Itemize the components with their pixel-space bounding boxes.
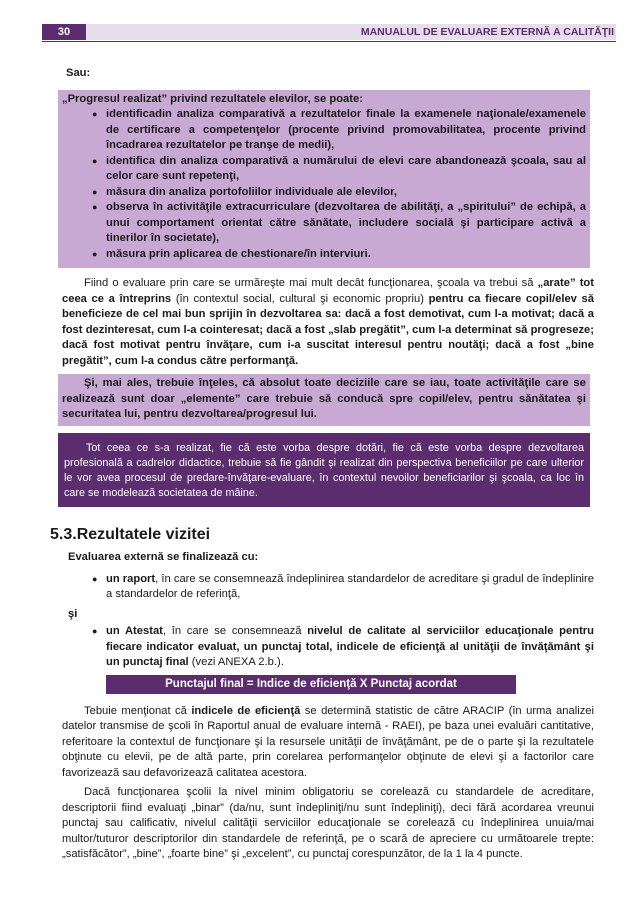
list-item: ● observa în activităţile extracurriculare (dezvoltarea de abilităţi, a „spiritului” de echipă, a unui comportament orientat către sănătate, includere socială şi participare activă a tinerilor în societate),: [92, 200, 586, 247]
page-number: 30: [42, 24, 86, 40]
results-list-2: [62, 624, 594, 671]
list-item: ● măsura prin aplicarea de chestionare/în interviuri.: [92, 247, 586, 263]
list-item: ● identifica din analiza comparativă a numărului de elevi care abandonează şcoala, sau al celor care sunt repetenţi,: [92, 154, 586, 185]
results-list-1: [62, 572, 594, 603]
section-heading: 5.3.Rezultatele vizitei: [50, 525, 211, 543]
list-item: ● un Atestat, în care se consemnează nivelul de calitate al serviciilor educaţionale pentru fiecare indicator evaluat, un punctaj total, indicele de eficienţă al unităţii de învăţământ şi un punctaj final (vezi ANEXA 2.b.).: [92, 624, 594, 671]
intro-lead: Sau:: [66, 67, 91, 79]
section-lead: Evaluarea externă se finalizează cu:: [68, 551, 259, 563]
paragraph-evaluation: Fiind o evaluare prin care se urmăreşte mai mult decât funcţionarea, şcoala va trebui să „arate” tot ceea ce a întreprins (în contextul social, cultural şi economic propriu) pentru ca fiecare copil/elev să beneficieze de cel mai bun sprijin în dezvoltarea sa: dacă a fost demotivat, cum l-a motivat; dacă a fost dezinteresat, cum l-a cointeresat; dacă a fost „slab pregătit”, cum l-a determinat să progreseze; dacă fost motivat pentru învăţare, cum i-a suscitat interesul pentru noutăţi; dacă a fost „bine pregătit”, cum l-a condus către performanţă.: [62, 277, 595, 367]
dark-note-box: Tot ceea ce s-a realizat, fie că este vorba despre dotări, fie că este vorba despre dezvoltarea profesională a cadrelor didactice, trebuie să fie gândit şi realizat din perspectiva beneficiilor pe care ulterior le vor avea procesul de predare-învăţare-evaluare, în contextul nevoilor beneficiarilor şi şcoala, ca loc în care se modelează societatea de mâine.: [58, 433, 590, 507]
final-score-formula: Punctajul final = Indice de eficienţă X Punctaj acordat: [106, 675, 516, 694]
list-item: ● măsura din analiza portofoliilor individuale ale elevilor,: [92, 185, 586, 201]
list-item: ● identificadin analiza comparativă a rezultatelor finale la examenele naţionale/examenele de certificare a competenţelor (procente privind promovabilitatea, procente privind încadrarea rezultatelor pe tranşe de medii),: [92, 107, 586, 154]
progress-box-title: „Progresul realizat” privind rezultatele elevilor, se poate:: [62, 92, 363, 105]
header-rule: [42, 41, 616, 42]
paragraph-quality-levels: Dacă funcţionarea şcolii la nivel minim obligatoriu se corelează cu standardele de acreditare, descriptorii fiind evaluaţi „binar” (da/nu, sunt îndepliniţi/nu sunt îndepliniţi), deci fără acordarea vreunui punctaj sau calificativ, nivelul calităţii serviciilor educaţionale se corelează cu îndeplinirea unuia/mai multor/tuturor descriptorilor din standardele de referinţă, pe o scară de apreciere cu următoarele trepte: „satisfăcător”, „bine”, „foarte bine” şi „excelent”, cu punctaj corespunzător, de la 1 la 4 puncte.: [62, 786, 594, 860]
page-content: [50, 66, 595, 863]
connector-word: şi: [68, 607, 78, 620]
running-header: MANUALUL DE EVALUARE EXTERNĂ A CALITĂŢII: [86, 24, 616, 40]
list-item: ● un raport, în care se consemnează îndeplinirea standardelor de acreditare şi gradul de îndeplinire a standardelor de referinţă,: [92, 572, 594, 603]
progress-box: [58, 90, 590, 269]
emphasis-box: Şi, mai ales, trebuie înţeles, că absolut toate deciziile care se iau, toate activităţile care se realizează sunt doar „elemente” care trebuie să conducă spre copil/elev, pentru sănătatea şi securitatea lui, pentru dezvoltarea/progresul lui.: [58, 374, 590, 426]
paragraph-efficiency: Tebuie menţionat că indicele de eficienţă se determină statistic de către ARACIP (în urma analizei datelor transmise de şcoli în Raportul anual de evaluare internă - RAEI), pe baza unei evaluări cantitative, referitoare la contextul de funcţionare şi la resursele unităţii de învăţământ, pe de o parte şi la rezultatele obţinute cu elevii, pe de altă parte, prin corelarea performanţelor obţinute de elevi şi a factorilor care favorizează sau defavorizează calitatea acestora.: [62, 704, 594, 779]
progress-list: [62, 107, 586, 262]
